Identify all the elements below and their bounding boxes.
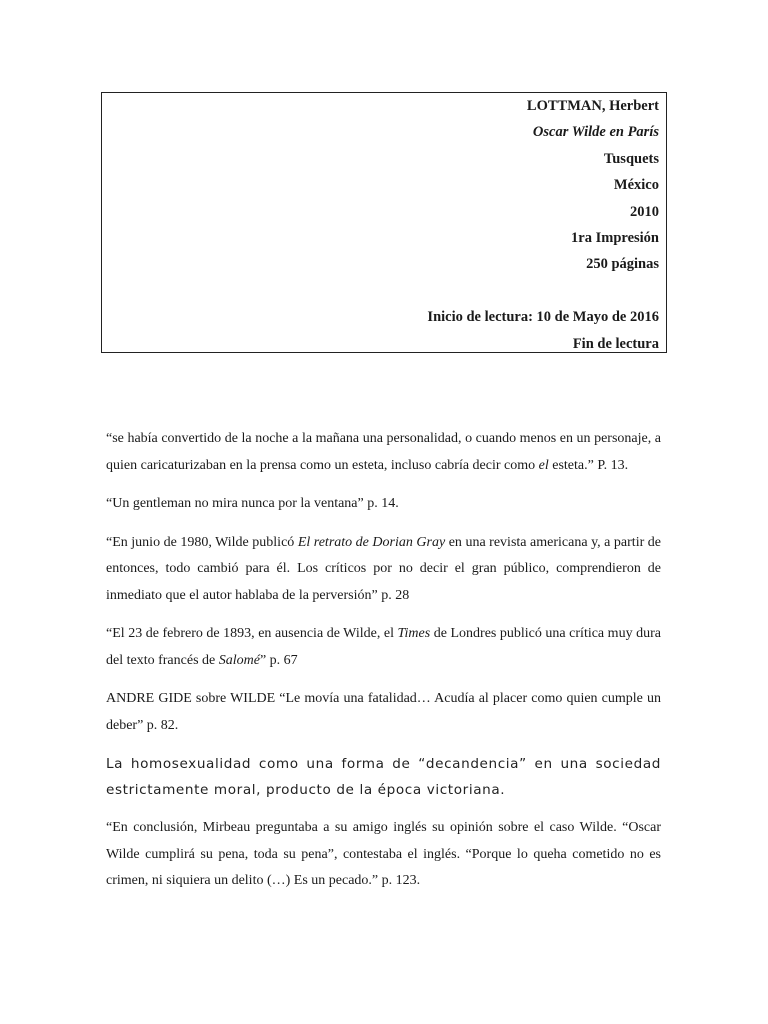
quote-emphasis: el [538,457,549,473]
play-title-emphasis: Salomé [218,652,260,668]
book-title-emphasis: El retrato de Dorian Gray [297,534,446,550]
edition: 1ra Impresión [571,229,659,246]
spacer [102,280,659,306]
publisher: Tusquets [603,150,659,167]
newspaper-emphasis: Times [397,626,431,641]
quote-text: “En junio de 1980, Wilde publicó [106,534,298,550]
end-reading-date: Fin de lectura [572,335,659,352]
quotes-section [106,426,661,907]
quote-p13 [106,426,661,479]
start-reading-date: Inicio de lectura: 10 de Mayo de 2016 [427,309,659,326]
quote-p123: “En conclusión, Mirbeau preguntaba a su amigo inglés su opinión sobre el caso Wilde. “Oscar Wilde cumplirá su pena, toda su pena”, contestaba el inglés. “Porque lo queha cometido no es crimen, ni siquiera un delito (…) Es un pecado.” p. 123. [106,820,661,888]
book-title: Oscar Wilde en París [532,124,659,141]
quote-p28 [106,530,661,610]
quote-text: en una revista americana y, a partir de entonces, todo cambió para él. Los críticos por no decir el gran público, comprendieron de inmediato que el autor hablaba de la perversión” p. 28 [106,534,661,603]
quote-text: esteta.” P. 13. [548,457,629,473]
page-count: 250 páginas [586,256,659,273]
quote-text: “El 23 de febrero de 1893, en ausencia de Wilde, el [106,626,398,641]
quote-p82: ANDRE GIDE sobre WILDE “Le movía una fatalidad… Acudía al placer como quien cumple un deber” p. 82. [106,691,661,733]
quote-p14: “Un gentleman no mira nunca por la ventana” p. 14. [106,496,399,511]
publication-place: México [613,177,659,194]
quote-text: de Londres publicó una crítica muy dura del texto francés de [106,626,661,668]
quote-text: “se había convertido de la noche a la mañana una personalidad, o cuando menos en un personaje, a quien caricaturizaban en la prensa como un esteta, incluso cabría decir como [106,431,661,473]
quote-text: ” p. 67 [259,652,298,668]
bibliographic-reference-box [101,92,667,353]
author: LOTTMAN, Herbert [526,98,659,114]
publication-year: 2010 [630,203,659,220]
quote-p67 [106,621,661,674]
section-note: La homosexualidad como una forma de “decandencia” en una sociedad estrictamente moral, producto de la época victoriana. [106,756,661,798]
